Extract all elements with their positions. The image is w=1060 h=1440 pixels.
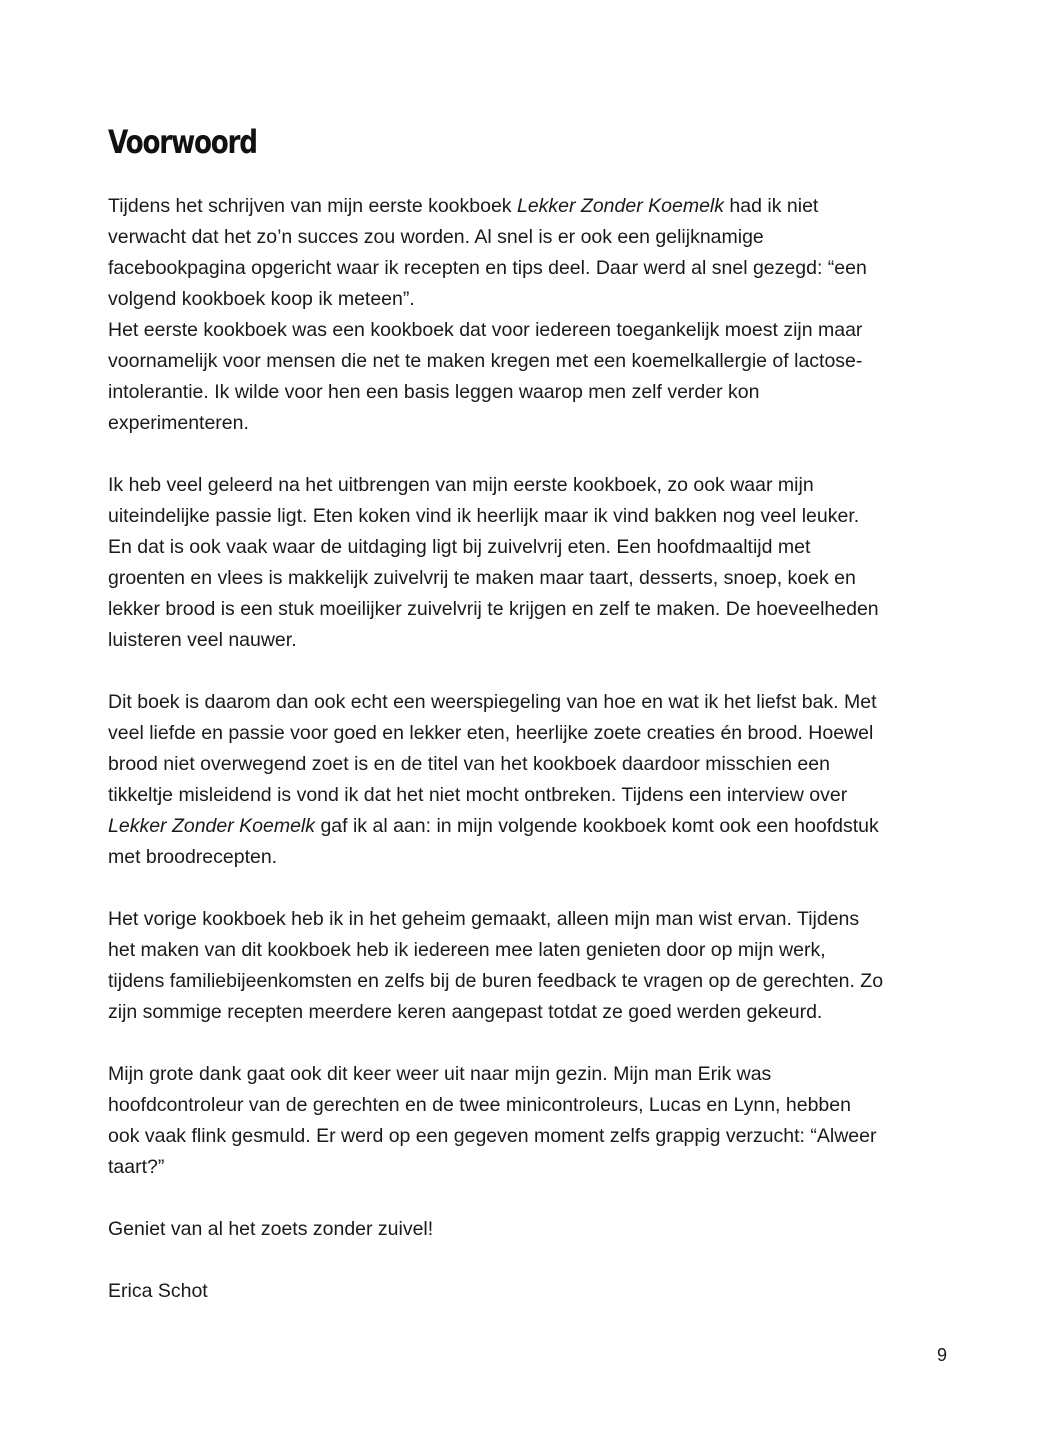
text-line [108,470,968,501]
book-title-italic: Lekker Zonder Koemelk [516,195,725,217]
text-line [108,1121,968,1152]
text-segment: hoofdcontroleur van de gerechten en de twee minicontroleurs, Lucas en Lynn, hebben [108,1094,851,1116]
text-line [108,780,968,811]
page-title: Voorwoord [108,123,257,161]
text-segment: Dit boek is daarom dan ook echt een weerspiegeling van hoe en wat ik het liefst bak. Met [108,691,877,713]
text-segment: met broodrecepten. [108,846,278,868]
text-line [108,1090,968,1121]
paragraph-gap [108,1245,968,1276]
text-line [108,687,968,718]
text-line [108,253,968,284]
paragraph [108,687,968,873]
text-line [108,315,968,346]
text-segment: verwacht dat het zo’n succes zou worden. Al snel is er ook een gelijknamige [108,226,764,248]
paragraph [108,470,968,656]
paragraph [108,904,968,1028]
text-line [108,997,968,1028]
text-line [108,532,968,563]
book-title-italic: Lekker Zonder Koemelk [108,815,316,837]
text-line [108,284,968,315]
text-segment: Erica Schot [108,1280,208,1302]
text-segment: tijdens familiebijeenkomsten en zelfs bij de buren feedback te vragen op de gerechten. Zo [108,970,884,992]
body-text [108,191,968,1307]
paragraph-gap [108,873,968,904]
text-line [108,1152,968,1183]
text-segment: Het eerste kookboek was een kookboek dat voor iedereen toegankelijk moest zijn maar [108,319,863,341]
text-segment: Tijdens het schrijven van mijn eerste kookboek [108,195,517,217]
text-segment: Geniet van al het zoets zonder zuivel! [108,1218,434,1240]
text-line [108,625,968,656]
text-segment: En dat is ook vaak waar de uitdaging ligt bij zuivelvrij eten. Een hoofdmaaltijd met [108,536,811,558]
text-segment: volgend kookboek koop ik meteen”. [108,288,415,310]
text-segment: ook vaak flink gesmuld. Er werd op een gegeven moment zelfs grappig verzucht: “Alweer [108,1125,877,1147]
text-segment: uiteindelijke passie ligt. Eten koken vind ik heerlijk maar ik vind bakken nog veel leuker. [108,505,860,527]
text-segment: gaf ik al aan: in mijn volgende kookboek komt ook een hoofdstuk [315,815,879,837]
text-line [108,408,968,439]
paragraph-gap [108,1183,968,1214]
paragraph-gap [108,439,968,470]
text-segment: intolerantie. Ik wilde voor hen een basis leggen waarop men zelf verder kon [108,381,760,403]
paragraph [108,1059,968,1183]
text-line [108,811,968,842]
text-line [108,966,968,997]
text-segment: Ik heb veel geleerd na het uitbrengen van mijn eerste kookboek, zo ook waar mijn [108,474,814,496]
text-segment: had ik niet [724,195,819,217]
text-segment: brood niet overwegend zoet is en de titel van het kookboek daardoor misschien een [108,753,830,775]
text-line [108,594,968,625]
text-segment: Het vorige kookboek heb ik in het geheim gemaakt, alleen mijn man wist ervan. Tijdens [108,908,860,930]
paragraph [108,191,968,439]
text-line [108,1059,968,1090]
text-segment: het maken van dit kookboek heb ik iedereen mee laten genieten door op mijn werk, [108,939,826,961]
paragraph-gap [108,656,968,687]
text-segment: taart?” [108,1156,165,1178]
text-line [108,346,968,377]
text-segment: facebookpagina opgericht waar ik recepten en tips deel. Daar werd al snel gezegd: “een [108,257,867,279]
paragraph [108,1214,968,1245]
text-segment: zijn sommige recepten meerdere keren aangepast totdat ze goed werden gekeurd. [108,1001,823,1023]
text-line [108,749,968,780]
text-line [108,222,968,253]
text-line [108,904,968,935]
text-line [108,377,968,408]
text-line [108,718,968,749]
text-line [108,842,968,873]
text-line [108,191,968,222]
text-line [108,563,968,594]
text-segment: experimenteren. [108,412,249,434]
text-segment: tikkeltje misleidend is vond ik dat het niet mocht ontbreken. Tijdens een interview over [108,784,848,806]
paragraph-gap [108,1028,968,1059]
text-segment: groenten en vlees is makkelijk zuivelvrij te maken maar taart, desserts, snoep, koek en [108,567,856,589]
text-segment: Mijn grote dank gaat ook dit keer weer uit naar mijn gezin. Mijn man Erik was [108,1063,772,1085]
text-line [108,1276,968,1307]
paragraph [108,1276,968,1307]
text-segment: lekker brood is een stuk moeilijker zuivelvrij te krijgen en zelf te maken. De hoeveelheden [108,598,879,620]
text-line [108,1214,968,1245]
text-segment: veel liefde en passie voor goed en lekker eten, heerlijke zoete creaties én brood. Hoewel [108,722,874,744]
text-segment: voornamelijk voor mensen die net te maken kregen met een koemelkallergie of lactose- [108,350,863,372]
text-line [108,501,968,532]
text-segment: luisteren veel nauwer. [108,629,297,651]
page-number: 9 [936,1345,947,1365]
text-line [108,935,968,966]
